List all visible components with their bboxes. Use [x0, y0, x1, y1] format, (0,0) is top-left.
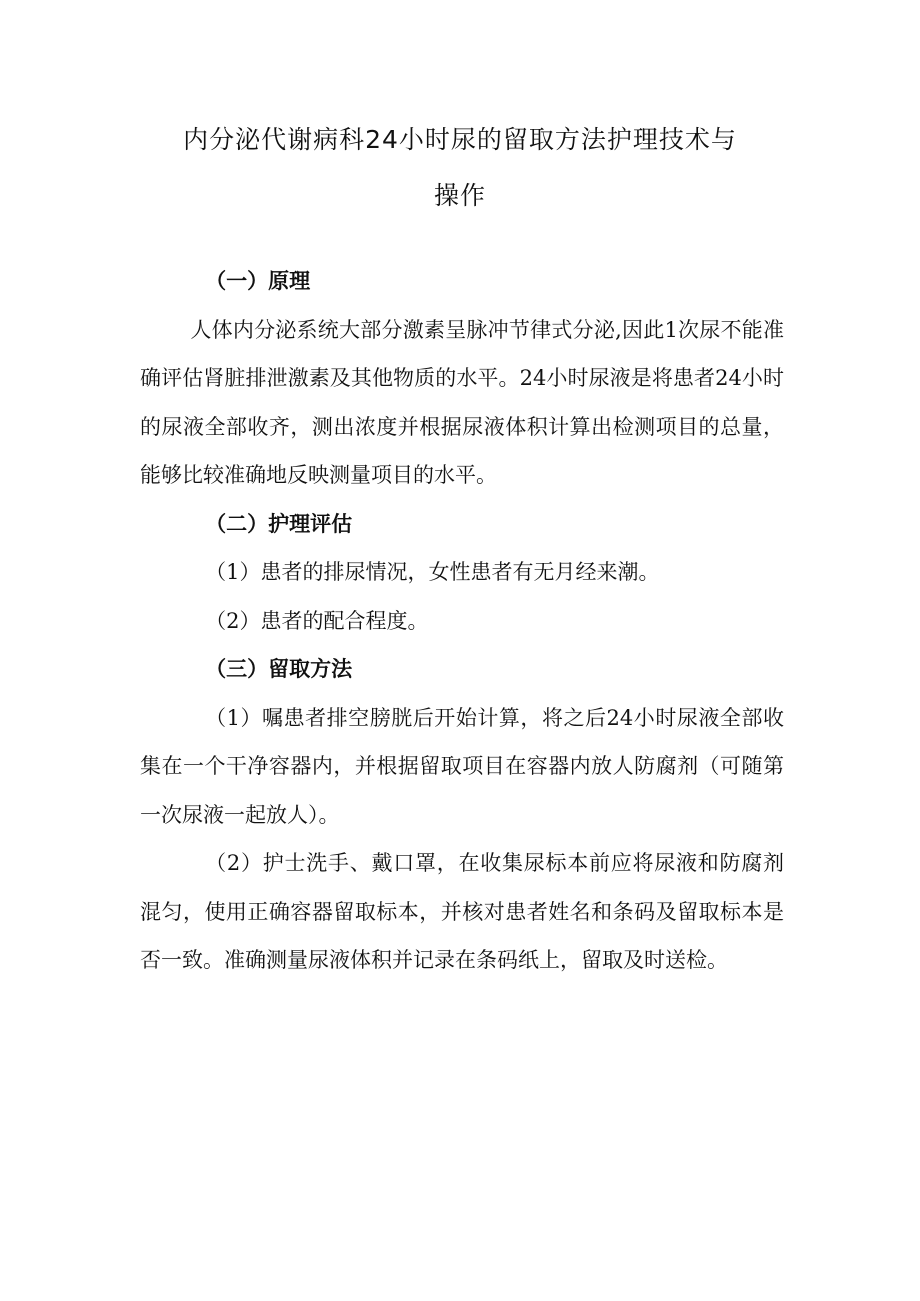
paragraph-assessment-1: （1）患者的排尿情况，女性患者有无月经来潮。: [205, 560, 660, 584]
document-title: [140, 112, 780, 224]
paragraph-assessment-2: （2）患者的配合程度。: [205, 608, 429, 633]
section-heading-assessment: （二）护理评估: [205, 511, 353, 536]
title-line-2: 操作: [433, 181, 486, 210]
section-heading-principle: （一）原理: [205, 269, 311, 293]
paragraph-principle: 人体内分泌系统大部分激素呈脉冲节律式分泌,因此1次尿不能准确评估肾脏排泄激素及其他物质的水平。24小时尿液是将患者24小时的尿液全部收齐，测出浓度并根据尿液体积计算出检测项目的总量，能够比较准确地反映测量项目的水平。: [140, 317, 784, 487]
paragraph-method-1: （1）嘱患者排空膀胱后开始计算，将之后24小时尿液全部收集在一个干净容器内，并根据留取项目在容器内放人防腐剂（可随第一次尿液一起放人）。: [140, 705, 784, 827]
section-heading-method: （三）留取方法: [205, 657, 353, 681]
title-line-1: 内分泌代谢病科24小时尿的留取方法护理技术与: [183, 125, 737, 154]
document-body: [140, 257, 784, 985]
paragraph-method-2: （2）护士洗手、戴口罩，在收集尿标本前应将尿液和防腐剂混匀，使用正确容器留取标本，并核对患者姓名和条码及留取标本是否一致。准确测量尿液体积并记录在条码纸上，留取及时送检。: [140, 851, 784, 972]
